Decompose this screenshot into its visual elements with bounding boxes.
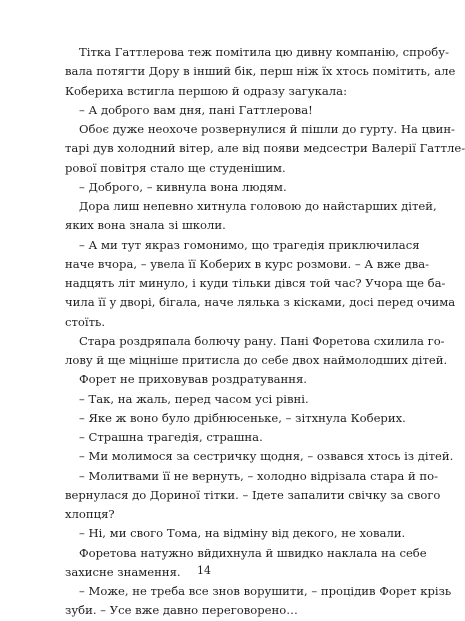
- text-line: – Страшна трагедія, страшна.: [79, 430, 263, 444]
- text-line: захисне знамення.: [65, 564, 181, 579]
- text-line: – Доброго, – кивнула вона людям.: [79, 179, 287, 194]
- text-line: Обоє дуже неохоче розвернулися й пішли до гурту. На цвин-: [79, 122, 455, 136]
- text-line: – Може, не треба все знов ворушити, – процідив Форет крізь: [79, 584, 452, 598]
- text-line: – Так, на жаль, перед часом усі рівні.: [79, 391, 309, 406]
- text-line: – А доброго вам дня, пані Гаттлерова!: [79, 102, 313, 117]
- text-line: Форетова натужно вйдихнула й швидко наклала на себе: [79, 545, 427, 560]
- text-line: вала потягти Дору в інший бік, перш ніж їх хтось помітить, але: [65, 64, 456, 79]
- text-line: яких вона знала зі школи.: [65, 218, 226, 233]
- text-line: рової повітря стало ще студенішим.: [65, 160, 286, 175]
- text-line: – Яке ж воно було дрібнюсеньке, – зітхнула Коберих.: [79, 410, 406, 425]
- text-line: зуби. – Усе вже давно переговорено…: [65, 603, 298, 618]
- page-number: 14: [197, 564, 211, 577]
- text-line: Дора лиш непевно хитнула головою до найстарших дітей,: [79, 199, 437, 213]
- text-line: – Молитвами її не вернуть, – холодно відрізала стара й по-: [79, 468, 438, 483]
- text-line: – А ми тут якраз гомонимо, що трагедія приключилася: [79, 237, 420, 252]
- body-text: [65, 43, 465, 621]
- text-line: лову й ще міцніше притисла до себе двох наймолодших дітей.: [65, 353, 448, 367]
- text-line: хлопця?: [65, 507, 115, 521]
- text-line: стоїть.: [65, 314, 106, 329]
- text-line: Форет не приховував роздратування.: [79, 372, 307, 387]
- text-line: надцять літ минуло, і куди тільки дівся той час? Учора ще ба-: [65, 276, 446, 290]
- text-line: вернулася до Дориної тітки. – Ідете запалити свічку за свого: [65, 487, 441, 502]
- text-line: Тітка Гаттлерова теж помітила цю дивну компанію, спробу-: [79, 45, 450, 59]
- text-line: Стара роздряпала болючу рану. Пані Форетова схилила го-: [79, 333, 445, 348]
- text-line: чила її у дворі, бігала, наче лялька з кісками, досі перед очима: [65, 295, 456, 310]
- text-line: – Ні, ми свого Тома, на відміну від декого, не ховали.: [79, 526, 406, 541]
- text-line: тарі дув холодний вітер, але від появи медсестри Валерії Гаттле-: [65, 141, 465, 156]
- text-line: Кобериха встигла першою й одразу загукала:: [65, 83, 347, 98]
- text-line: – Ми молимося за сестричку щодня, – озвався хтось із дітей.: [79, 449, 454, 464]
- text-line: наче вчора, – увела її Коберих в курс розмови. – А вже два-: [65, 256, 430, 271]
